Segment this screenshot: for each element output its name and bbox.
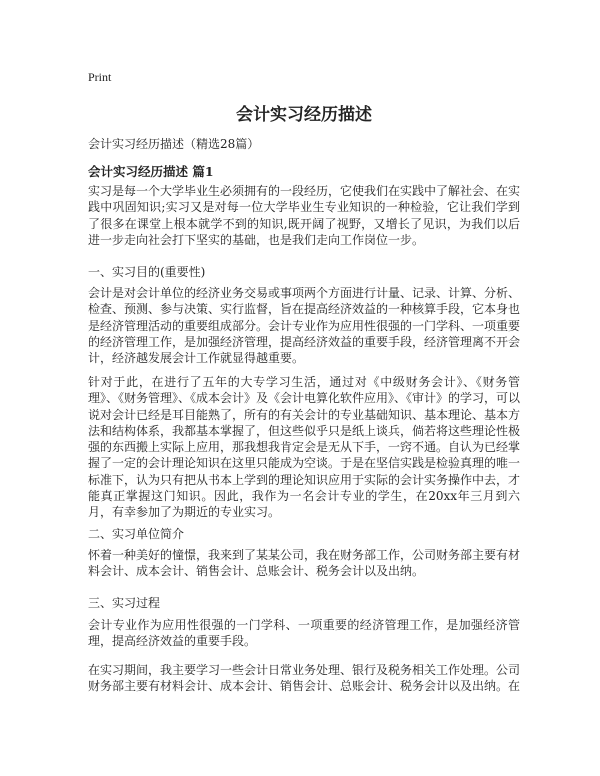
print-label[interactable]: Print: [88, 70, 112, 84]
paragraph-process: 会计专业作为应用性很强的一门学科、一项重要的经济管理工作，是加强经济管理，提高经济效益的重要手段。: [88, 618, 520, 649]
heading-purpose: 一、实习目的(重要性): [88, 265, 206, 279]
paragraph-purpose: 会计是对会计单位的经济业务交易或事项两个方面进行计量、记录、计算、分析、检查、预测、参与决策、实行监督，旨在提高经济效益的一种核算手段，它本身也是经济管理活动的重要组成部分。会计专业作为应用性很强的一门学科、一项重要的经济管理工作，是加强经济管理，提高经济效益的重要手段，经济管理离不开会计，经济越发展会计工作就显得越重要。: [88, 286, 521, 366]
heading-process: 三、实习过程: [88, 596, 161, 610]
paragraph-intro: 实习是每一个大学毕业生必须拥有的一段经历，它使我们在实践中了解社会、在实践中巩固知识;实习又是对每一位大学毕业生专业知识的一种检验，它让我们学到了很多在课堂上根本就学不到的知识,既开阔了视野，又增长了见识，为我们以后进一步走向社会打下坚实的基础，也是我们走向工作岗位一步。: [88, 184, 521, 247]
heading-company: 二、实习单位简介: [88, 527, 185, 541]
document-title: 会计实习经历描述: [236, 105, 372, 125]
document-subtitle: 会计实习经历描述（精选28篇）: [88, 137, 260, 151]
paragraph-company: 怀着一种美好的憧憬，我来到了某某公司，我在财务部工作，公司财务部主要有材料会计、成本会计、销售会计、总账会计、税务会计以及出纳。: [88, 548, 521, 579]
section-title: 会计实习经历描述 篇1: [88, 164, 214, 179]
paragraph-study: 针对于此，在进行了五年的大专学习生活，通过对《中级财务会计》、《财务管理》、《财务管理》、《成本会计》及《会计电算化软件应用》、《审计》的学习，可以说对会计已经是耳目能熟了，所有的有关会计的专业基础知识、基本理论、基本方法和结构体系，我都基本掌握了，但这些似乎只是纸上谈兵，倘若将这些理论性极强的东西搬上实际上应用，那我想我肯定会是无从下手，一窍不通。自认为已经掌握了一定的会计理论知识在这里只能成为空谈。于是在坚信实践是检验真理的唯一标准下，认为只有把从书本上学到的理论知识应用于实际的会计实务操作中去，才能真正掌握这门知识。因此，我作为一名会计专业的学生，在20xx年三月到六月，有幸参加了为期近的专业实习。: [88, 375, 521, 520]
paragraph-internship: 在实习期间，我主要学习一些会计日常业务处理、银行及税务相关工作处理。公司财务部主要有材料会计、成本会计、销售会计、总账会计、税务会计以及出纳。在: [88, 663, 521, 694]
